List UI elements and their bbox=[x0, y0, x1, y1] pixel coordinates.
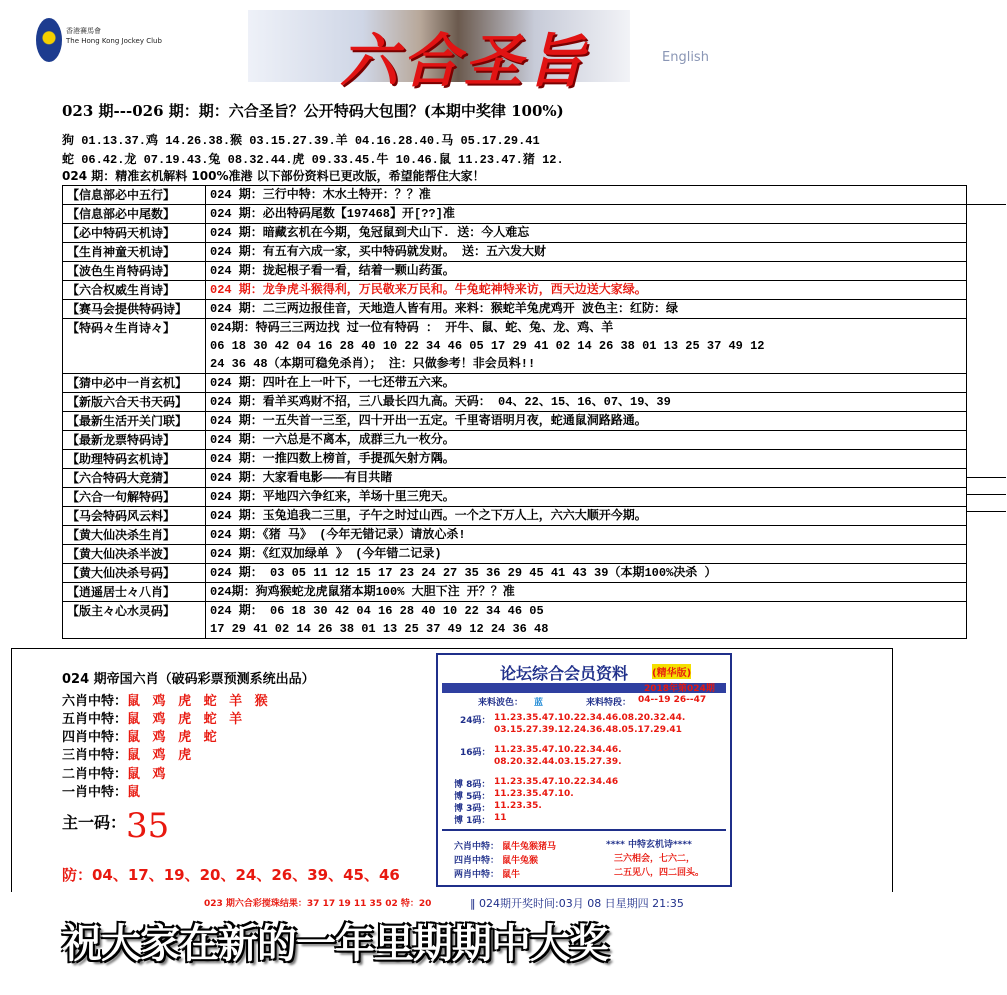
panel-row-label: 博 1码： bbox=[454, 816, 491, 826]
row-line: 024 期：一推四数上榜首，手提孤矢射方隅。 bbox=[210, 452, 455, 466]
divider bbox=[966, 494, 1006, 495]
row-line: 024 期：平地四六争红来，羊场十里三兜天。 bbox=[210, 490, 455, 504]
row-value bbox=[206, 469, 967, 488]
row-line: 024 期：必出特码尾数【197468】开[??]准 bbox=[210, 207, 455, 221]
table-row bbox=[63, 583, 967, 602]
panel-row-line: 11.23.35. bbox=[494, 801, 542, 811]
row-label: 【黄大仙决杀生肖】 bbox=[63, 526, 206, 545]
panel-footer bbox=[442, 829, 726, 881]
panel-version: (精华版) bbox=[652, 664, 691, 679]
xiao-value: 鼠 bbox=[127, 785, 145, 800]
row-line: 024 期：玉兔追我二三里，子午之时过山西。一个之下万人上，六六大顺开今期。 bbox=[210, 509, 647, 523]
row-line: 024期：狗鸡猴蛇龙虎鼠猪本期100% 大胆下注 开？？准 bbox=[210, 585, 515, 599]
zodiac-line-1: 狗 01.13.37.鸡 14.26.38.猴 03.15.27.39.羊 04.16.28.40.马 05.17.29.41 bbox=[62, 134, 540, 148]
row-value bbox=[206, 319, 967, 374]
foot-label: 四肖中特： bbox=[454, 856, 500, 866]
slogan: 祝大家在新的一年里期期中大奖 bbox=[62, 920, 608, 967]
row-label: 【逍遥居士々八肖】 bbox=[63, 583, 206, 602]
foot-right-line: 二五见八，四二回头。 bbox=[614, 868, 705, 878]
tecode-value: 04--19 26--47 bbox=[638, 695, 707, 705]
divider bbox=[966, 477, 1006, 478]
row-line: 024 期：一六总是不离本，成群三九一枚分。 bbox=[210, 433, 455, 447]
foot-right-title: **** 中特玄机诗**** bbox=[606, 840, 692, 850]
table-row bbox=[63, 374, 967, 393]
table-row bbox=[63, 526, 967, 545]
row-value bbox=[206, 412, 967, 431]
row-label: 【黄大仙决杀半波】 bbox=[63, 545, 206, 564]
divider bbox=[966, 511, 1006, 512]
row-value bbox=[206, 262, 967, 281]
xiao-value: 鼠 鸡 虎 蛇 羊 bbox=[127, 712, 247, 727]
table-row bbox=[63, 300, 967, 319]
row-label: 【最新龙票特码诗】 bbox=[63, 431, 206, 450]
zhuyima-label: 主一码： bbox=[62, 813, 127, 832]
row-value bbox=[206, 583, 967, 602]
row-line: 024 期：三行中特：木水土特开：？？准 bbox=[210, 188, 431, 202]
panel-title: 论坛综合会员资料 bbox=[500, 664, 629, 683]
row-label: 【黄大仙决杀号码】 bbox=[63, 564, 206, 583]
row-value bbox=[206, 431, 967, 450]
table-row bbox=[63, 545, 967, 564]
row-label: 【六合权威生肖诗】 bbox=[63, 281, 206, 300]
xiao-3 bbox=[62, 744, 195, 763]
panel-row-line: 11 bbox=[494, 813, 507, 823]
logo-chinese: 香港賽馬會 bbox=[66, 27, 101, 35]
table-row bbox=[63, 319, 967, 374]
table-row bbox=[63, 602, 967, 639]
xiao-value: 鼠 鸡 虎 蛇 bbox=[127, 730, 221, 745]
emperor-title: 024 期帝国六肖（破码彩票预测系统出品） bbox=[62, 672, 315, 687]
row-line: 17 29 41 02 14 26 38 01 13 25 37 49 12 24 36 48 bbox=[210, 622, 549, 636]
xiao-5 bbox=[62, 708, 246, 727]
row-line: 024 期：二三两边报佳音，天地造人皆有用。来料：猴蛇羊兔虎鸡开 波色主：红防：绿 bbox=[210, 302, 679, 316]
xiao-label: 六肖中特： bbox=[62, 694, 128, 709]
notice: 024 期：精准玄机解料 100%准港 以下部份资料已更改版，希望能帮住大家！ bbox=[62, 169, 485, 183]
table-row bbox=[63, 450, 967, 469]
xiao-label: 五肖中特： bbox=[62, 712, 128, 727]
foot-label: 两肖中特： bbox=[454, 870, 500, 880]
xiao-label: 四肖中特： bbox=[62, 730, 128, 745]
panel-row-label: 博 8码： bbox=[454, 780, 491, 790]
draw-result: 023 期六合彩搅珠结果：37 17 19 11 35 02 特：20 bbox=[204, 899, 432, 909]
xiao-value: 鼠 鸡 虎 蛇 羊 猴 bbox=[127, 694, 272, 709]
row-value bbox=[206, 393, 967, 412]
row-value bbox=[206, 374, 967, 393]
row-label: 【波色生肖特码诗】 bbox=[63, 262, 206, 281]
panel-row-line: 11.23.35.47.10.22.34.46.08.20.32.44. bbox=[494, 713, 686, 723]
table-row bbox=[63, 431, 967, 450]
row-label: 【助理特码玄机诗】 bbox=[63, 450, 206, 469]
row-value bbox=[206, 300, 967, 319]
row-value bbox=[206, 545, 967, 564]
panel-row-line: 11.23.35.47.10.22.34.46 bbox=[494, 777, 619, 787]
row-value bbox=[206, 488, 967, 507]
row-value bbox=[206, 526, 967, 545]
row-label: 【信息部必中尾数】 bbox=[63, 205, 206, 224]
table-row bbox=[63, 393, 967, 412]
panel-row-line: 03.15.27.39.12.24.36.48.05.17.29.41 bbox=[494, 725, 682, 735]
row-label: 【特码々生肖诗々】 bbox=[63, 319, 206, 374]
row-line: 024 期：一五失首一三至，四十开出一五定。千里寄语明月夜，蛇通鼠洞路路通。 bbox=[210, 414, 647, 428]
xiao-6 bbox=[62, 690, 272, 709]
row-value bbox=[206, 281, 967, 300]
row-label: 【生肖神童天机诗】 bbox=[63, 243, 206, 262]
prediction-table bbox=[62, 185, 967, 639]
row-line: 024 期：看羊买鸡财不招，三八最长四九高。天码： 04、22、15、16、07、19、39 bbox=[210, 395, 671, 409]
bose-label: 来料波色： bbox=[478, 698, 524, 708]
foot-value: 鼠牛 bbox=[502, 870, 521, 880]
row-value bbox=[206, 205, 967, 224]
panel-row-label: 24码： bbox=[460, 716, 491, 726]
row-line: 024 期：有五有六成一家，买中特码就发财。 送：五六发大财 bbox=[210, 245, 547, 259]
row-value bbox=[206, 450, 967, 469]
table-row bbox=[63, 243, 967, 262]
xiao-value: 鼠 鸡 bbox=[127, 767, 170, 782]
panel-row-line: 11.23.35.47.10.22.34.46. bbox=[494, 745, 622, 755]
row-label: 【赛马会提供特码诗】 bbox=[63, 300, 206, 319]
panel-row-label: 16码： bbox=[460, 748, 491, 758]
row-line: 024 期：四叶在上一叶下，一七还带五六来。 bbox=[210, 376, 455, 390]
row-label: 【六合一句解特码】 bbox=[63, 488, 206, 507]
row-label: 【必中特码天机诗】 bbox=[63, 224, 206, 243]
tecode-label: 来料特段： bbox=[586, 698, 632, 708]
row-label: 【马会特码风云料】 bbox=[63, 507, 206, 526]
panel-row-label: 博 5码： bbox=[454, 792, 491, 802]
row-label: 【六合特码大竞猜】 bbox=[63, 469, 206, 488]
row-line: 024 期：《猪 马》 (今年无错记录）请放心杀! bbox=[210, 528, 466, 542]
panel-period: 2018年第024期 bbox=[644, 684, 715, 694]
xiao-1 bbox=[62, 781, 144, 800]
row-label: 【信息部必中五行】 bbox=[63, 186, 206, 205]
table-row bbox=[63, 488, 967, 507]
xiao-4 bbox=[62, 726, 221, 745]
foot-value: 鼠牛兔猴 bbox=[502, 856, 539, 866]
table-row bbox=[63, 262, 967, 281]
table-row bbox=[63, 205, 967, 224]
row-line: 024 期：《红双加绿单 》 (今年错二记录) bbox=[210, 547, 442, 561]
row-label: 【版主々心水灵码】 bbox=[63, 602, 206, 639]
bose-value: 蓝 bbox=[534, 698, 544, 708]
table-row bbox=[63, 224, 967, 243]
table-row bbox=[63, 412, 967, 431]
banner-title: 六合圣旨 bbox=[340, 27, 589, 95]
foot-value: 鼠牛兔猴猪马 bbox=[502, 842, 557, 852]
fang-numbers: 防：04、17、19、20、24、26、39、45、46 bbox=[62, 866, 400, 884]
table-row bbox=[63, 469, 967, 488]
row-value bbox=[206, 224, 967, 243]
row-line: 024期：特码三三两边找 过一位有特码 ： 开牛、鼠、蛇、兔、龙、鸡、羊 bbox=[210, 321, 614, 335]
row-label: 【新版六合天书天码】 bbox=[63, 393, 206, 412]
english-link[interactable]: English bbox=[662, 50, 709, 65]
row-value bbox=[206, 243, 967, 262]
row-line: 024 期：大家看电影———有目共睹 bbox=[210, 471, 393, 485]
panel-row-label: 博 3码： bbox=[454, 804, 491, 814]
logo-text bbox=[66, 26, 162, 46]
headline: 023 期---026 期：期：六合圣旨？公开特码大包围？(本期中奖律 100%) bbox=[62, 102, 564, 120]
member-panel bbox=[436, 653, 732, 887]
row-value bbox=[206, 186, 967, 205]
zhuyima-value: 35 bbox=[126, 806, 170, 846]
zodiac-line-2: 蛇 06.42.龙 07.19.43.兔 08.32.44.虎 09.33.45.牛 10.46.鼠 11.23.47.猪 12. bbox=[62, 153, 564, 167]
xiao-label: 一肖中特： bbox=[62, 785, 128, 800]
draw-time: ‖ 024期开奖时间:03月 08 日星期四 21:35 bbox=[470, 897, 684, 910]
logo-english: The Hong Kong Jockey Club bbox=[66, 37, 162, 45]
row-line: 06 18 30 42 04 16 28 40 10 22 34 46 05 17 29 41 02 14 26 38 01 13 25 37 49 12 bbox=[210, 339, 765, 353]
row-line: 024 期： 06 18 30 42 04 16 28 40 10 22 34 46 05 bbox=[210, 604, 544, 618]
panel-row-line: 08.20.32.44.03.15.27.39. bbox=[494, 757, 622, 767]
row-line: 24 36 48（本期可稳免杀肖）； 注：只做参考！非会员料!! bbox=[210, 357, 536, 371]
row-line: 024 期：拢起根子看一看，结着一颗山药蛋。 bbox=[210, 264, 455, 278]
panel-row-line: 11.23.35.47.10. bbox=[494, 789, 574, 799]
xiao-value: 鼠 鸡 虎 bbox=[127, 748, 196, 763]
xiao-label: 二肖中特： bbox=[62, 767, 128, 782]
jockey-club-logo-icon bbox=[36, 18, 62, 62]
row-line: 024 期：龙争虎斗猴得利，万民敬来万民和。牛兔蛇神特来访，西天边送大家绿。 bbox=[210, 283, 647, 297]
table-row bbox=[63, 281, 967, 300]
row-label: 【最新生活开关门联】 bbox=[63, 412, 206, 431]
table-row bbox=[63, 564, 967, 583]
xiao-2 bbox=[62, 763, 170, 782]
row-line: 024 期：暗藏玄机在今期，兔冠鼠到犬山下. 送：今人难忘 bbox=[210, 226, 530, 240]
foot-right-line: 三六相会，七六二， bbox=[614, 854, 696, 864]
row-label: 【猜中必中一肖玄机】 bbox=[63, 374, 206, 393]
xiao-label: 三肖中特： bbox=[62, 748, 128, 763]
row-value bbox=[206, 507, 967, 526]
row-value bbox=[206, 564, 967, 583]
row-line: 024 期： 03 05 11 12 15 17 23 24 27 35 36 29 45 41 43 39（本期100%决杀 ） bbox=[210, 566, 717, 580]
table-row bbox=[63, 186, 967, 205]
foot-label: 六肖中特： bbox=[454, 842, 500, 852]
table-row bbox=[63, 507, 967, 526]
divider bbox=[936, 204, 1006, 205]
row-value bbox=[206, 602, 967, 639]
